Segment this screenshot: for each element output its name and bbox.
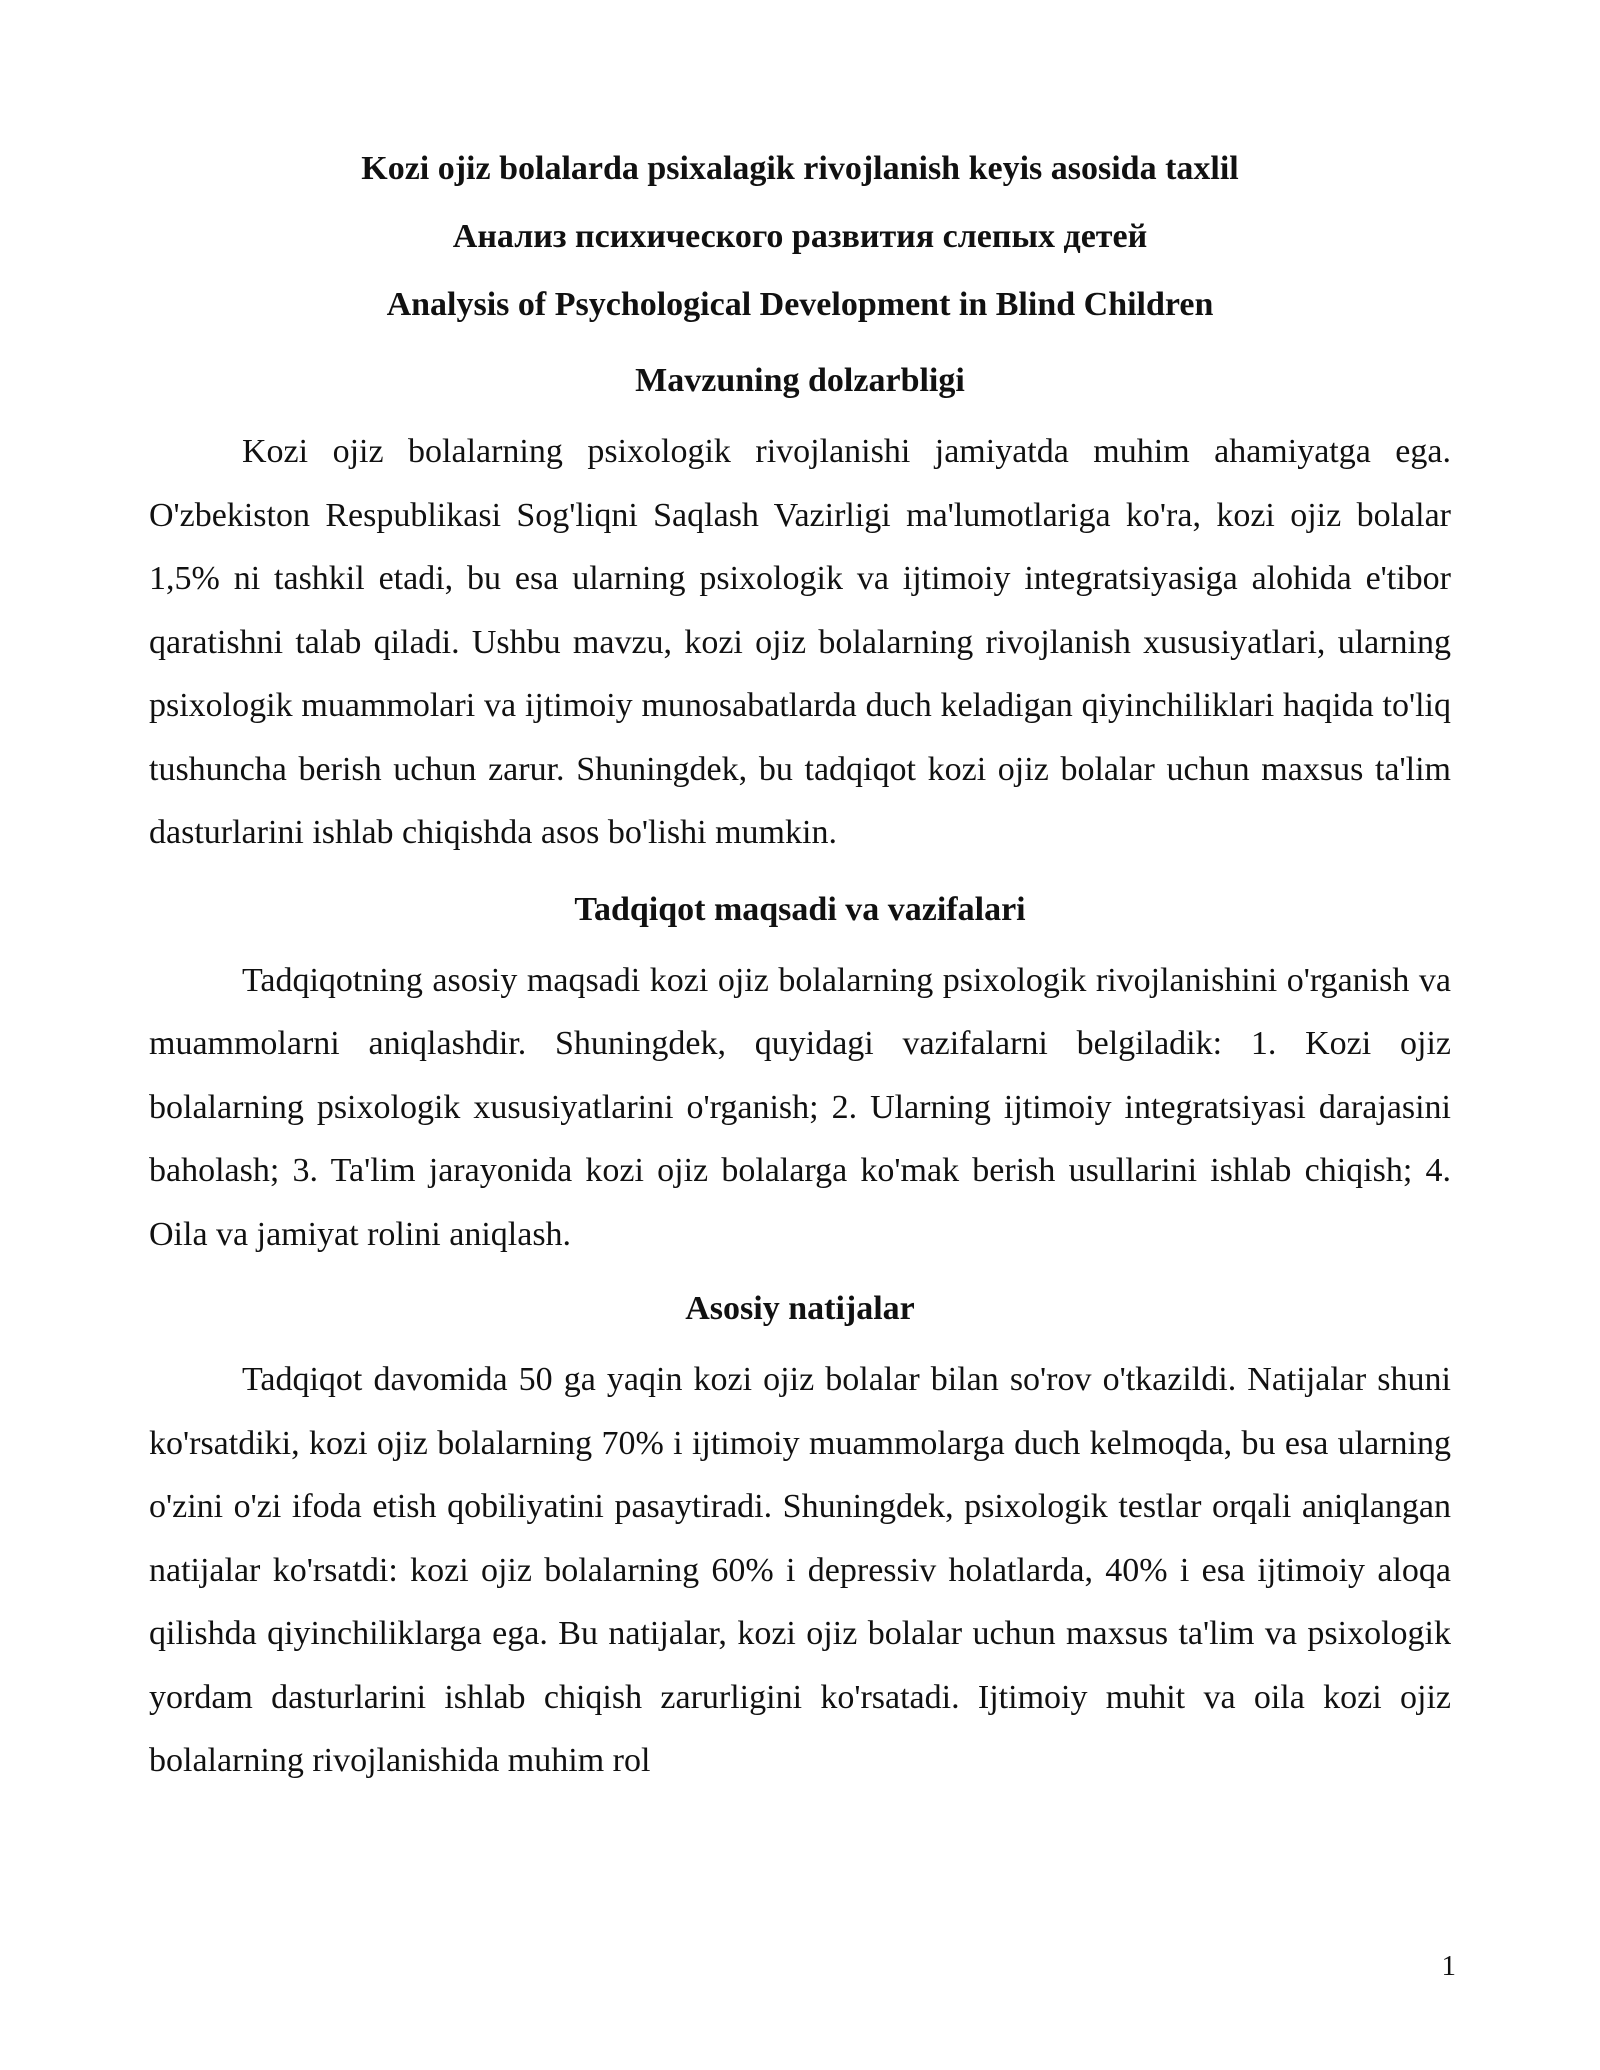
title-uzbek: Kozi ojiz bolalarda psixalagik rivojlanish keyis asosida taxlil	[361, 150, 1239, 187]
section-heading-goals: Tadqiqot maqsadi va vazifalari	[574, 890, 1026, 928]
title-russian: Анализ психического развития слепых детей	[452, 218, 1148, 255]
section-paragraph-relevance: Kozi ojiz bolalarning psixologik rivojlanishi jamiyatda muhim ahamiyatga ega. O'zbekiston Respublikasi Sog'liqni Saqlash Vazirligi ma'lumotlariga ko'ra, kozi ojiz bolalar 1,5% ni tashkil etadi, bu esa ularning psixologik va ijtimoiy integratsiyasiga alohida e'tibor qaratishni talab qiladi. Ushbu mavzu, kozi ojiz bolalarning rivojlanish xususiyatlari, ularning psixologik muammolari va ijtimoiy munosabatlarda duch keladigan qiyinchiliklari haqida to'liq tushuncha berish uchun zarur. Shuningdek, bu tadqiqot kozi ojiz bolalar uchun maxsus ta'lim dasturlarini ishlab chiqishda asos bo'lishi mumkin.	[149, 433, 1451, 851]
title-english: Analysis of Psychological Development in Blind Children	[386, 286, 1214, 323]
page-number: 1	[1441, 1950, 1456, 1982]
document-body	[149, 148, 1451, 1817]
section-paragraph-goals: Tadqiqotning asosiy maqsadi kozi ojiz bolalarning psixologik rivojlanishini o'rganish va muammolarni aniqlashdir. Shuningdek, quyidagi vazifalarni belgiladik: 1. Kozi ojiz bolalarning psixologik xususiyatlarini o'rganish; 2. Ularning ijtimoiy integratsiyasi darajasini baholash; 3. Ta'lim jarayonida kozi ojiz bolalarga ko'mak berish usullarini ishlab chiqish; 4. Oila va jamiyat rolini aniqlash.	[149, 961, 1451, 1253]
section-heading-results: Asosiy natijalar	[685, 1290, 915, 1327]
section-paragraph-results: Tadqiqot davomida 50 ga yaqin kozi ojiz bolalar bilan so'rov o'tkazildi. Natijalar shuni ko'rsatdiki, kozi ojiz bolalarning 70% i ijtimoiy muammolarga duch kelmoqda, bu esa ularning o'zini o'zi ifoda etish qobiliyatini pasaytiradi. Shuningdek, psixologik testlar orqali aniqlangan natijalar ko'rsatdi: kozi ojiz bolalarning 60% i depressiv holatlarda, 40% i esa ijtimoiy aloqa qilishda qiyinchiliklarga ega. Bu natijalar, kozi ojiz bolalar uchun maxsus ta'lim va psixologik yordam dasturlarini ishlab chiqish zarurligini ko'rsatadi. Ijtimoiy muhit va oila kozi ojiz bolalarning rivojlanishida muhim rol	[149, 1361, 1451, 1779]
section-heading-relevance: Mavzuning dolzarbligi	[635, 362, 965, 399]
